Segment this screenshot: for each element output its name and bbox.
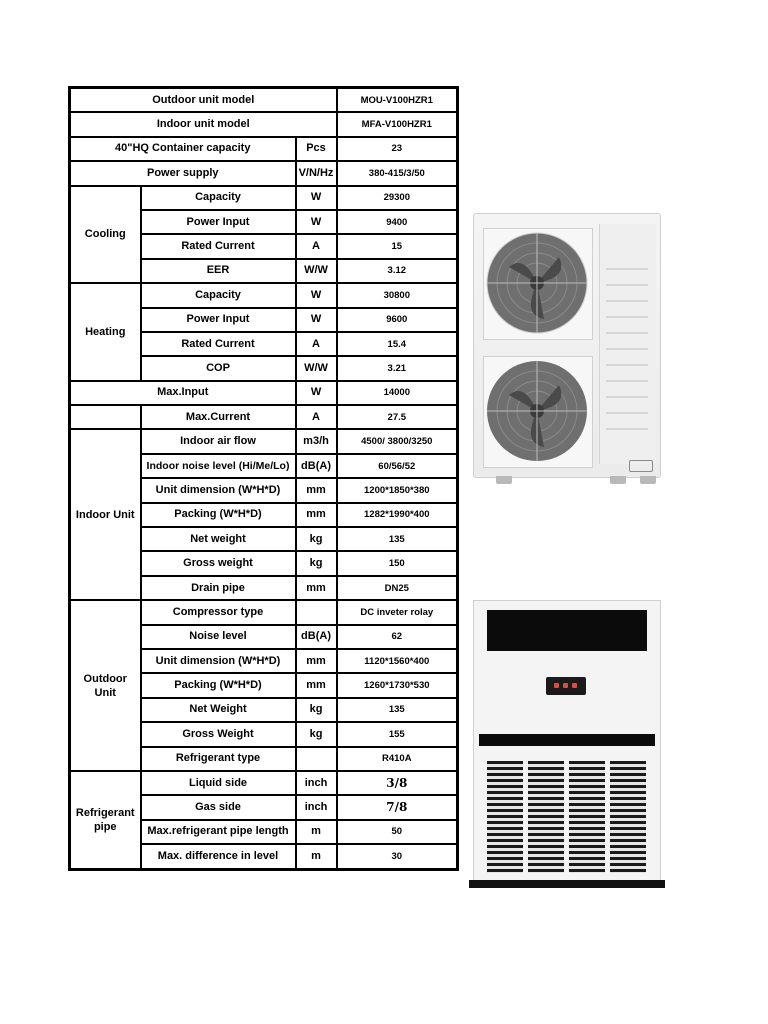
row-label: Rated Current [141, 332, 296, 356]
row-value: DC inveter rolay [337, 600, 458, 624]
row-unit: kg [296, 551, 337, 575]
table-row [70, 429, 458, 453]
row-value: 27.5 [337, 405, 458, 429]
table-row [70, 405, 458, 429]
row-unit: W [296, 381, 337, 405]
row-unit: mm [296, 503, 337, 527]
row-label: Power supply [70, 161, 296, 185]
row-unit: inch [296, 795, 337, 819]
row-label: Liquid side [141, 771, 296, 795]
row-label: Gross Weight [141, 722, 296, 746]
row-value: 62 [337, 625, 458, 649]
row-unit: mm [296, 673, 337, 697]
table-row [70, 161, 458, 185]
row-value: R410A [337, 747, 458, 771]
unit-foot [610, 476, 626, 484]
row-value: 4500/ 3800/3250 [337, 429, 458, 453]
row-label: Packing (W*H*D) [141, 503, 296, 527]
row-label: Rated Current [141, 234, 296, 258]
louver [606, 348, 648, 350]
row-label: Max.Input [70, 381, 296, 405]
display-panel [546, 677, 586, 695]
intake-grille [528, 761, 564, 873]
row-label: Outdoor unit model [70, 88, 337, 113]
row-value: 1120*1560*400 [337, 649, 458, 673]
table-row [70, 137, 458, 161]
group-refrigerant-pipe: Refrigerant pipe [70, 771, 141, 869]
louver [606, 300, 648, 302]
row-label: 40"HQ Container capacity [70, 137, 296, 161]
row-value: 135 [337, 698, 458, 722]
table-row [70, 600, 458, 624]
row-label: Net weight [141, 527, 296, 551]
row-value: 15 [337, 234, 458, 258]
row-value: 29300 [337, 186, 458, 210]
louver [606, 412, 648, 414]
row-value: 14000 [337, 381, 458, 405]
row-unit: dB(A) [296, 625, 337, 649]
row-value: 60/56/52 [337, 454, 458, 478]
row-unit: m3/h [296, 429, 337, 453]
row-unit: kg [296, 698, 337, 722]
intake-grille [610, 761, 646, 873]
table-row [70, 88, 458, 113]
row-label: Indoor unit model [70, 112, 337, 136]
row-value: 9400 [337, 210, 458, 234]
fan-grille [483, 228, 593, 340]
louver [606, 268, 648, 270]
row-label: Unit dimension (W*H*D) [141, 649, 296, 673]
group-outdoor-unit: Outdoor Unit [70, 600, 141, 771]
row-value: 1282*1990*400 [337, 503, 458, 527]
row-unit: mm [296, 649, 337, 673]
row-value: 23 [337, 137, 458, 161]
row-label: Power Input [141, 210, 296, 234]
row-label: Indoor noise level (Hi/Me/Lo) [141, 454, 296, 478]
row-value: 1200*1850*380 [337, 478, 458, 502]
row-label: Gross weight [141, 551, 296, 575]
row-unit: W [296, 283, 337, 307]
row-value: 9600 [337, 308, 458, 332]
table-row [70, 186, 458, 210]
row-unit: W [296, 186, 337, 210]
intake-grille [569, 761, 605, 873]
table-row [70, 381, 458, 405]
row-value: 7/8 [337, 795, 458, 819]
row-unit: A [296, 332, 337, 356]
row-unit: W [296, 308, 337, 332]
row-label: Compressor type [141, 600, 296, 624]
row-label: Capacity [141, 186, 296, 210]
row-label: Drain pipe [141, 576, 296, 600]
black-band [479, 734, 655, 746]
row-value: 15.4 [337, 332, 458, 356]
louver [606, 364, 648, 366]
row-unit: V/N/Hz [296, 161, 337, 185]
row-unit: m [296, 844, 337, 869]
spec-table [68, 86, 459, 871]
row-value: 30 [337, 844, 458, 869]
group-cooling: Cooling [70, 186, 141, 284]
unit-foot [496, 476, 512, 484]
row-label: Indoor air flow [141, 429, 296, 453]
row-value: DN25 [337, 576, 458, 600]
service-port [629, 460, 653, 472]
row-label: EER [141, 259, 296, 283]
row-unit [296, 600, 337, 624]
row-value: 135 [337, 527, 458, 551]
row-value: 3.12 [337, 259, 458, 283]
row-unit: kg [296, 527, 337, 551]
row-unit: dB(A) [296, 454, 337, 478]
unit-foot [640, 476, 656, 484]
air-outlet-panel [487, 610, 647, 651]
row-label: Power Input [141, 308, 296, 332]
louver [606, 284, 648, 286]
row-unit [296, 747, 337, 771]
louver [606, 332, 648, 334]
row-value: MOU-V100HZR1 [337, 88, 458, 113]
row-label: Net Weight [141, 698, 296, 722]
row-label: Refrigerant type [141, 747, 296, 771]
row-unit: mm [296, 576, 337, 600]
louver [606, 428, 648, 430]
fan-grille [483, 356, 593, 468]
row-label: Capacity [141, 283, 296, 307]
group-indoor-unit: Indoor Unit [70, 429, 141, 600]
row-unit: kg [296, 722, 337, 746]
row-label: Packing (W*H*D) [141, 673, 296, 697]
fan-icon [484, 229, 592, 339]
row-unit: W/W [296, 356, 337, 380]
intake-grille [487, 761, 523, 873]
row-label: Max. difference in level [141, 844, 296, 869]
row-value: MFA-V100HZR1 [337, 112, 458, 136]
row-unit: A [296, 405, 337, 429]
row-unit: A [296, 234, 337, 258]
row-unit: mm [296, 478, 337, 502]
table-row [70, 771, 458, 795]
row-value: 50 [337, 820, 458, 844]
outdoor-unit-image [473, 213, 661, 478]
row-value: 30800 [337, 283, 458, 307]
louver [606, 316, 648, 318]
row-unit: m [296, 820, 337, 844]
fan-icon [484, 357, 592, 467]
row-label: Noise level [141, 625, 296, 649]
side-panel [599, 224, 656, 464]
row-unit: Pcs [296, 137, 337, 161]
row-label: Max.refrigerant pipe length [141, 820, 296, 844]
row-value: 3/8 [337, 771, 458, 795]
row-label: Gas side [141, 795, 296, 819]
table-row [70, 112, 458, 136]
table-row [70, 283, 458, 307]
row-value: 155 [337, 722, 458, 746]
louver [606, 396, 648, 398]
indoor-unit-image [473, 600, 661, 882]
row-unit: inch [296, 771, 337, 795]
group-heating: Heating [70, 283, 141, 381]
row-value: 1260*1730*530 [337, 673, 458, 697]
row-unit: W [296, 210, 337, 234]
empty-cell [70, 405, 141, 429]
row-label: COP [141, 356, 296, 380]
row-value: 150 [337, 551, 458, 575]
row-value: 3.21 [337, 356, 458, 380]
unit-base [469, 880, 665, 888]
louver [606, 380, 648, 382]
row-label: Max.Current [141, 405, 296, 429]
row-label: Unit dimension (W*H*D) [141, 478, 296, 502]
row-value: 380-415/3/50 [337, 161, 458, 185]
row-unit: W/W [296, 259, 337, 283]
